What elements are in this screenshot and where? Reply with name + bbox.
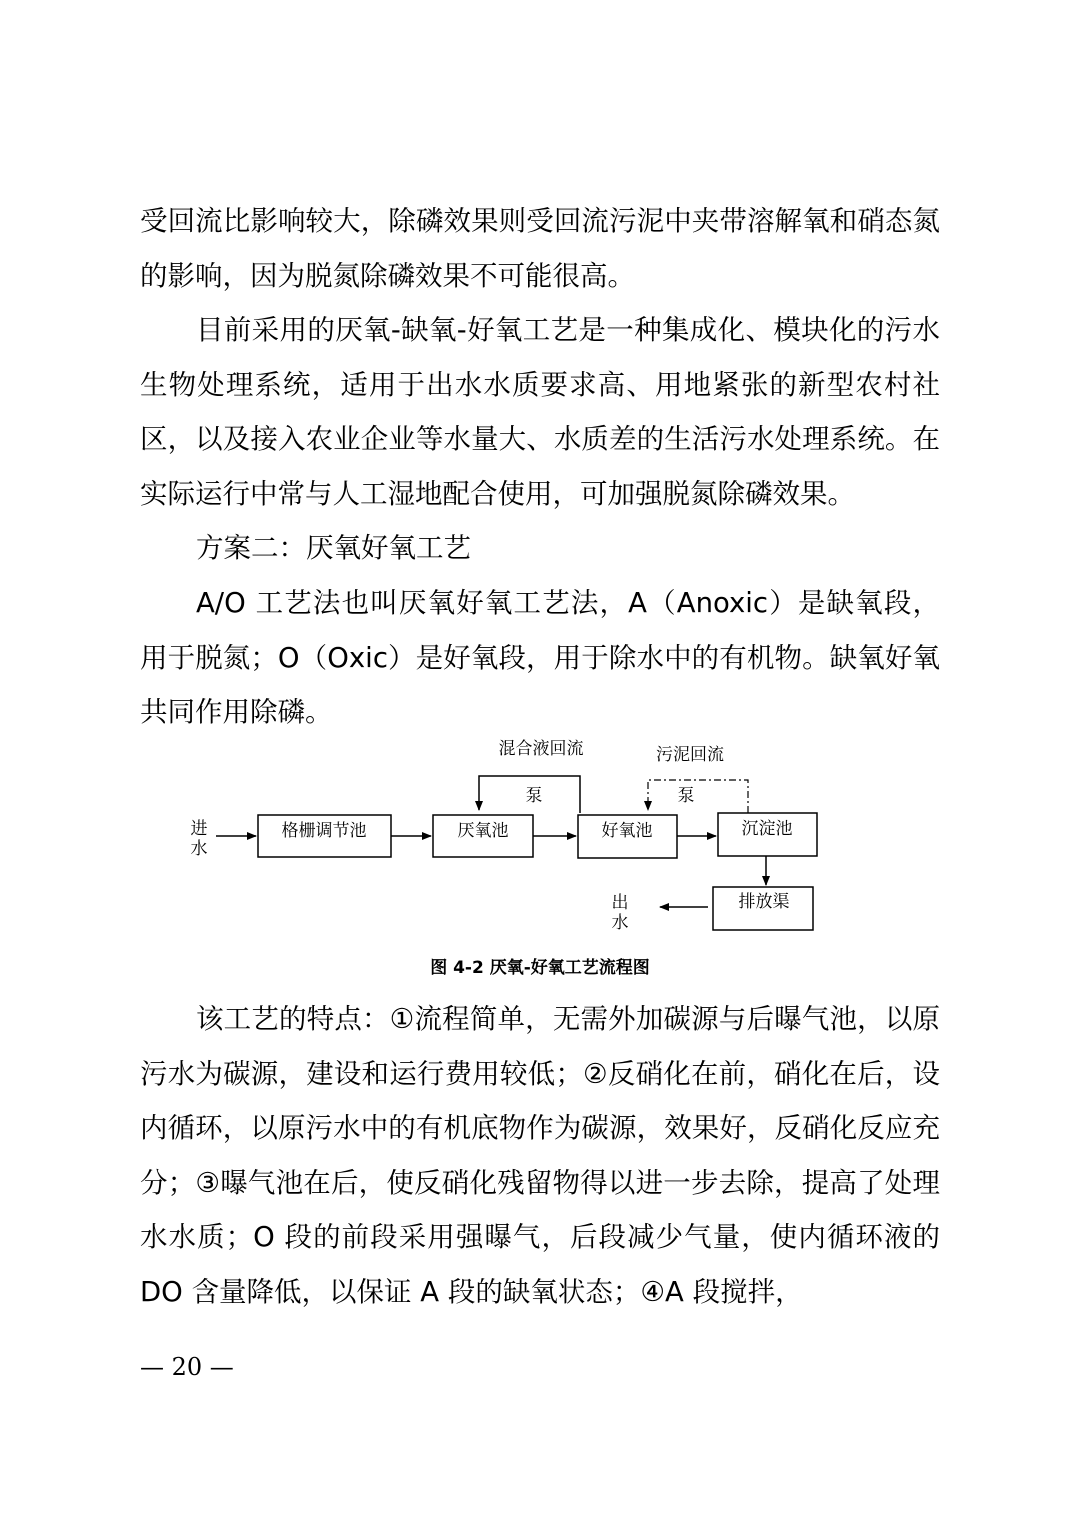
mixed-liquor-return-label: 混合液回流 — [498, 739, 584, 759]
inlet-label-bottom: 水 — [190, 839, 208, 859]
discharge-channel-label: 排放渠 — [738, 892, 790, 912]
pump-label-2: 泵 — [677, 786, 695, 806]
figure-caption: 图 4-2 厌氧-好氧工艺流程图 — [430, 958, 650, 978]
anaerobic-tank-label: 厌氧池 — [457, 821, 509, 841]
pump-label-1: 泵 — [525, 786, 543, 806]
aerobic-tank-label: 好氧池 — [601, 821, 653, 841]
paragraph-process-features: 该工艺的特点：①流程简单，无需外加碳源与后曝气池，以原污水为碳源，建设和运行费用较低；②反硝化在前，硝化在后，设内循环，以原污水中的有机底物作为碳源，效果好，反硝化反应充分；③曝气池在后，使反硝化残留物得以进一步去除，提高了处理水水质；O 段的前段采用强曝气，后段减少气量，使内循环液的 DO 含量降低，以保证 A 段的缺氧状态；④A 段搅拌， — [140, 1003, 940, 1308]
section-heading: 方案二：厌氧好氧工艺 — [196, 532, 471, 564]
paragraph-ao-process: A/O 工艺法也叫厌氧好氧工艺法，A（Anoxic）是缺氧段，用于脱氮；O（Oxic）是好氧段，用于除水中的有机物。缺氧好氧共同作用除磷。 — [140, 587, 940, 728]
sludge-return-line — [648, 780, 748, 813]
page-number: — 20 — — [140, 1353, 234, 1381]
sludge-return-label: 污泥回流 — [656, 745, 724, 765]
outlet-label-bottom: 水 — [611, 913, 629, 933]
outlet-label-top: 出 — [611, 893, 629, 913]
paragraph-1: 受回流比影响较大，除磷效果则受回流污泥中夹带溶解氧和硝态氮的影响，因为脱氮除磷效果不可能很高。 — [140, 205, 940, 292]
paragraph-2: 目前采用的厌氧-缺氧-好氧工艺是一种集成化、模块化的污水生物处理系统，适用于出水水质要求高、用地紧张的新型农村社区，以及接入农业企业等水量大、水质差的生活污水处理系统。在实际运行中常与人工湿地配合使用，可加强脱氮除磷效果。 — [140, 314, 940, 510]
inlet-label-top: 进 — [190, 819, 208, 839]
settling-tank-label: 沉淀池 — [741, 819, 793, 839]
screen-basin-label: 格栅调节池 — [281, 821, 367, 841]
